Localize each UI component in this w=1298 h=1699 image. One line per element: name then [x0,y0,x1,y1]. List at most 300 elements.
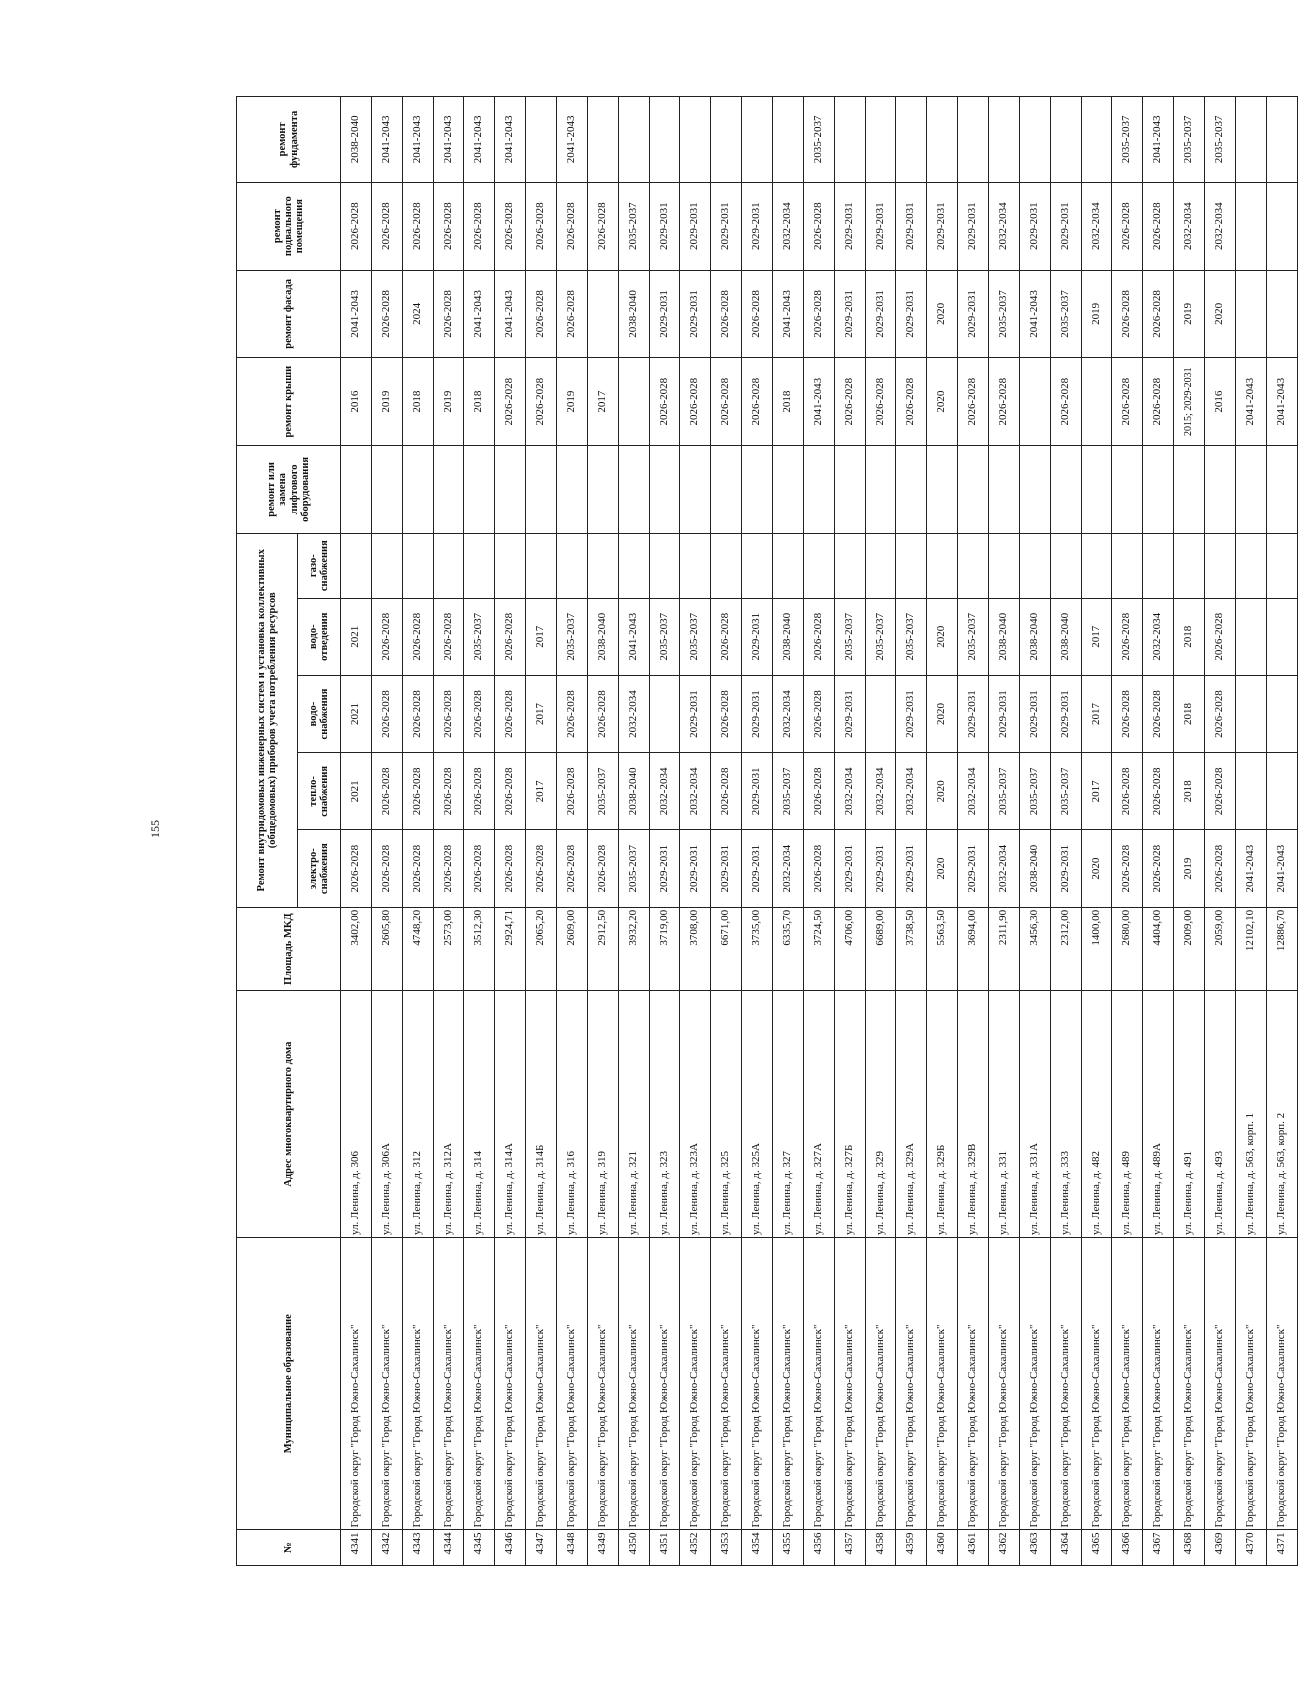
cell-electric: 2041-2043 [1235,830,1266,907]
cell-num: 4365 [1081,1530,1112,1566]
cell-area: 3402,00 [341,907,372,991]
cell-mo: Городской округ "Город Южно-Сахалинск" [896,1237,927,1530]
cell-foundation [834,97,865,183]
cell-facade: 2029-2031 [834,270,865,358]
cell-roof [1019,358,1050,446]
cell-elevator [526,446,557,534]
table-row [834,97,865,1566]
cell-basement: 2029-2031 [649,182,680,270]
table-body [341,97,1298,1566]
cell-sewer: 2035-2037 [680,598,711,675]
cell-basement: 2026-2028 [402,182,433,270]
cell-water: 2021 [341,675,372,752]
cell-elevator [464,446,495,534]
cell-sewer: 2021 [341,598,372,675]
cell-water: 2026-2028 [1205,675,1236,752]
cell-foundation [680,97,711,183]
cell-foundation [989,97,1020,183]
cell-foundation [649,97,680,183]
cell-roof: 2026-2028 [896,358,927,446]
cell-roof: 2026-2028 [989,358,1020,446]
cell-area: 2573,00 [433,907,464,991]
table-row [711,97,742,1566]
cell-water: 2029-2031 [1050,675,1081,752]
cell-gas [526,533,557,598]
col-sewer-header: водо-отведения [298,598,341,675]
cell-foundation [618,97,649,183]
cell-facade: 2038-2040 [618,270,649,358]
cell-basement: 2035-2037 [618,182,649,270]
cell-water: 2026-2028 [557,675,588,752]
cell-basement: 2029-2031 [865,182,896,270]
cell-gas [1205,533,1236,598]
cell-num: 4354 [742,1530,773,1566]
cell-facade [1235,270,1266,358]
cell-facade: 2026-2028 [1112,270,1143,358]
cell-heat: 2026-2028 [557,753,588,830]
table-row [1143,97,1174,1566]
cell-mo: Городской округ "Город Южно-Сахалинск" [526,1237,557,1530]
cell-water [1235,675,1266,752]
col-foundation-header: ремонт фундамента [237,97,341,183]
cell-roof: 2026-2028 [1050,358,1081,446]
cell-sewer: 2038-2040 [773,598,804,675]
cell-gas [1050,533,1081,598]
cell-sewer: 2017 [526,598,557,675]
cell-num: 4341 [341,1530,372,1566]
cell-gas [1081,533,1112,598]
cell-sewer: 2026-2028 [402,598,433,675]
cell-num: 4352 [680,1530,711,1566]
cell-foundation: 2035-2037 [803,97,834,183]
cell-num: 4353 [711,1530,742,1566]
cell-address: ул. Ленина, д. 306 [341,991,372,1238]
cell-foundation [927,97,958,183]
col-facade-header: ремонт фасада [237,270,341,358]
cell-gas [587,533,618,598]
cell-sewer: 2041-2043 [618,598,649,675]
header-row-1 [237,97,298,1566]
cell-roof: 2026-2028 [495,358,526,446]
cell-electric: 2026-2028 [1112,830,1143,907]
cell-roof: 2026-2028 [711,358,742,446]
cell-facade: 2041-2043 [495,270,526,358]
engineering-systems-header: Ремонт внутридомовых инженерных систем и установка коллективных (общедомовых) приборов учета потребления ресурсов [237,533,298,907]
cell-sewer: 2026-2028 [1112,598,1143,675]
cell-electric: 2026-2028 [402,830,433,907]
cell-facade: 2029-2031 [649,270,680,358]
cell-heat: 2035-2037 [1019,753,1050,830]
cell-elevator [834,446,865,534]
cell-water: 2018 [1174,675,1205,752]
cell-area: 2311,90 [989,907,1020,991]
cell-facade: 2041-2043 [1019,270,1050,358]
cell-facade: 2041-2043 [341,270,372,358]
cell-mo: Городской округ "Город Южно-Сахалинск" [433,1237,464,1530]
cell-address: ул. Ленина, д. 323А [680,991,711,1238]
cell-water: 2029-2031 [896,675,927,752]
cell-foundation: 2041-2043 [464,97,495,183]
cell-roof: 2016 [341,358,372,446]
cell-num: 4369 [1205,1530,1236,1566]
cell-basement: 2029-2031 [927,182,958,270]
cell-electric: 2035-2037 [618,830,649,907]
cell-gas [557,533,588,598]
cell-facade: 2026-2028 [371,270,402,358]
cell-num: 4344 [433,1530,464,1566]
table-row [1266,97,1297,1566]
cell-basement: 2029-2031 [1019,182,1050,270]
cell-address: ул. Ленина, д. 329А [896,991,927,1238]
cell-electric: 2029-2031 [742,830,773,907]
cell-electric: 2029-2031 [680,830,711,907]
cell-mo: Городской округ "Город Южно-Сахалинск" [649,1237,680,1530]
cell-sewer: 2035-2037 [865,598,896,675]
cell-basement: 2026-2028 [526,182,557,270]
cell-address: ул. Ленина, д. 321 [618,991,649,1238]
cell-area: 1400,00 [1081,907,1112,991]
cell-num: 4342 [371,1530,402,1566]
cell-num: 4364 [1050,1530,1081,1566]
cell-electric: 2026-2028 [495,830,526,907]
cell-heat: 2032-2034 [958,753,989,830]
cell-gas [927,533,958,598]
cell-heat: 2020 [927,753,958,830]
table-row [1174,97,1205,1566]
cell-area: 5563,50 [927,907,958,991]
cell-facade: 2029-2031 [865,270,896,358]
table-row [742,97,773,1566]
cell-elevator [896,446,927,534]
col-electric-header: электро-снабжения [298,830,341,907]
cell-address: ул. Ленина, д. 489А [1143,991,1174,1238]
cell-roof: 2019 [433,358,464,446]
cell-elevator [1266,446,1297,534]
cell-num: 4348 [557,1530,588,1566]
cell-mo: Городской округ "Город Южно-Сахалинск" [402,1237,433,1530]
cell-elevator [495,446,526,534]
cell-mo: Городской округ "Город Южно-Сахалинск" [773,1237,804,1530]
cell-area: 3932,20 [618,907,649,991]
cell-foundation [773,97,804,183]
cell-mo: Городской округ "Город Южно-Сахалинск" [927,1237,958,1530]
col-num-header: № [237,1530,341,1566]
cell-address: ул. Ленина, д. 327А [803,991,834,1238]
cell-heat: 2026-2028 [495,753,526,830]
cell-gas [371,533,402,598]
cell-electric: 2029-2031 [1050,830,1081,907]
cell-area: 3735,00 [742,907,773,991]
cell-basement: 2029-2031 [896,182,927,270]
cell-foundation: 2041-2043 [1143,97,1174,183]
cell-roof: 2019 [557,358,588,446]
cell-sewer: 2035-2037 [464,598,495,675]
cell-elevator [402,446,433,534]
cell-num: 4362 [989,1530,1020,1566]
cell-area: 6335,70 [773,907,804,991]
cell-heat: 2035-2037 [587,753,618,830]
cell-roof: 2026-2028 [649,358,680,446]
cell-electric: 2026-2028 [433,830,464,907]
col-heat-header: тепло-снабжения [298,753,341,830]
cell-num: 4343 [402,1530,433,1566]
cell-electric: 2020 [1081,830,1112,907]
cell-heat: 2032-2034 [680,753,711,830]
cell-foundation [742,97,773,183]
cell-basement: 2026-2028 [1143,182,1174,270]
col-elevator-header: ремонт или замена лифтового оборудования [237,446,341,534]
cell-sewer: 2026-2028 [433,598,464,675]
cell-electric: 2038-2040 [1019,830,1050,907]
cell-roof [618,358,649,446]
cell-water: 2026-2028 [711,675,742,752]
cell-gas [834,533,865,598]
cell-foundation [587,97,618,183]
cell-facade: 2041-2043 [773,270,804,358]
cell-area: 3719,00 [649,907,680,991]
cell-roof: 2020 [927,358,958,446]
table-row [989,97,1020,1566]
cell-address: ул. Ленина, д. 314 [464,991,495,1238]
cell-roof: 2016 [1205,358,1236,446]
cell-facade: 2041-2043 [464,270,495,358]
cell-electric: 2029-2031 [834,830,865,907]
cell-heat: 2035-2037 [773,753,804,830]
cell-foundation: 2038-2040 [341,97,372,183]
cell-basement: 2032-2034 [1174,182,1205,270]
cell-area: 3694,00 [958,907,989,991]
cell-mo: Городской округ "Город Южно-Сахалинск" [1235,1237,1266,1530]
cell-area: 6671,00 [711,907,742,991]
cell-heat: 2017 [1081,753,1112,830]
cell-heat: 2038-2040 [618,753,649,830]
cell-basement: 2026-2028 [587,182,618,270]
cell-heat: 2026-2028 [371,753,402,830]
cell-gas [433,533,464,598]
cell-address: ул. Ленина, д. 563, корп. 1 [1235,991,1266,1238]
cell-water: 2029-2031 [958,675,989,752]
cell-foundation [526,97,557,183]
cell-address: ул. Ленина, д. 327Б [834,991,865,1238]
cell-foundation [865,97,896,183]
cell-sewer: 2026-2028 [711,598,742,675]
table-row [433,97,464,1566]
cell-water [1266,675,1297,752]
cell-gas [464,533,495,598]
cell-num: 4367 [1143,1530,1174,1566]
cell-foundation: 2035-2037 [1112,97,1143,183]
cell-sewer [1235,598,1266,675]
cell-elevator [341,446,372,534]
cell-roof: 2018 [402,358,433,446]
cell-address: ул. Ленина, д. 314Б [526,991,557,1238]
cell-elevator [1081,446,1112,534]
cell-water: 2026-2028 [1143,675,1174,752]
table-row [1081,97,1112,1566]
cell-mo: Городской округ "Город Южно-Сахалинск" [834,1237,865,1530]
cell-roof: 2026-2028 [958,358,989,446]
cell-facade: 2026-2028 [1143,270,1174,358]
cell-num: 4351 [649,1530,680,1566]
cell-foundation [1081,97,1112,183]
cell-mo: Городской округ "Город Южно-Сахалинск" [742,1237,773,1530]
rotated-table-container [236,96,1298,1566]
cell-basement [1235,182,1266,270]
cell-sewer: 2035-2037 [649,598,680,675]
cell-mo: Городской округ "Город Южно-Сахалинск" [618,1237,649,1530]
cell-gas [865,533,896,598]
cell-roof: 2026-2028 [742,358,773,446]
col-municipality-header: Муниципальное образование [237,1237,341,1530]
cell-roof: 2026-2028 [526,358,557,446]
table-row [495,97,526,1566]
cell-mo: Городской округ "Город Южно-Сахалинск" [958,1237,989,1530]
cell-mo: Городской округ "Город Южно-Сахалинск" [1112,1237,1143,1530]
cell-water: 2032-2034 [773,675,804,752]
cell-water [649,675,680,752]
cell-facade: 2019 [1174,270,1205,358]
cell-water: 2026-2028 [433,675,464,752]
cell-facade: 2035-2037 [1050,270,1081,358]
cell-num: 4370 [1235,1530,1266,1566]
cell-heat: 2026-2028 [1112,753,1143,830]
cell-area: 3724,50 [803,907,834,991]
cell-mo: Городской округ "Город Южно-Сахалинск" [341,1237,372,1530]
cell-area: 2065,20 [526,907,557,991]
cell-basement: 2026-2028 [341,182,372,270]
cell-address: ул. Ленина, д. 491 [1174,991,1205,1238]
cell-area: 2605,80 [371,907,402,991]
cell-roof: 2017 [587,358,618,446]
cell-area: 3738,50 [896,907,927,991]
cell-electric: 2029-2031 [711,830,742,907]
col-basement-header: ремонт подвального помещения [237,182,341,270]
cell-basement: 2026-2028 [803,182,834,270]
cell-gas [896,533,927,598]
cell-basement: 2026-2028 [464,182,495,270]
cell-foundation [1019,97,1050,183]
cell-num: 4347 [526,1530,557,1566]
cell-roof: 2015; 2029-2031 [1174,358,1205,446]
cell-heat: 2026-2028 [803,753,834,830]
cell-heat: 2035-2037 [1050,753,1081,830]
cell-foundation [1235,97,1266,183]
cell-gas [495,533,526,598]
cell-facade [1266,270,1297,358]
cell-area: 3456,30 [1019,907,1050,991]
cell-elevator [557,446,588,534]
cell-num: 4357 [834,1530,865,1566]
cell-num: 4346 [495,1530,526,1566]
cell-basement: 2026-2028 [557,182,588,270]
cell-foundation [711,97,742,183]
cell-heat: 2032-2034 [865,753,896,830]
cell-electric: 2029-2031 [896,830,927,907]
cell-area: 2924,71 [495,907,526,991]
cell-address: ул. Ленина, д. 325А [742,991,773,1238]
table-row [865,97,896,1566]
cell-mo: Городской округ "Город Южно-Сахалинск" [1050,1237,1081,1530]
col-gas-header: газо-снабжения [298,533,341,598]
table-row [803,97,834,1566]
cell-gas [1174,533,1205,598]
cell-roof [1081,358,1112,446]
table-row [773,97,804,1566]
cell-address: ул. Ленина, д. 316 [557,991,588,1238]
cell-heat: 2026-2028 [1143,753,1174,830]
cell-sewer: 2038-2040 [587,598,618,675]
cell-mo: Городской округ "Город Южно-Сахалинск" [803,1237,834,1530]
cell-gas [649,533,680,598]
cell-electric: 2026-2028 [371,830,402,907]
cell-num: 4361 [958,1530,989,1566]
cell-elevator [1205,446,1236,534]
cell-area: 2009,00 [1174,907,1205,991]
cell-elevator [433,446,464,534]
cell-elevator [958,446,989,534]
cell-water: 2026-2028 [495,675,526,752]
cell-address: ул. Ленина, д. 314А [495,991,526,1238]
cell-num: 4371 [1266,1530,1297,1566]
cell-address: ул. Ленина, д. 329 [865,991,896,1238]
cell-elevator [742,446,773,534]
cell-water: 2026-2028 [803,675,834,752]
cell-elevator [1112,446,1143,534]
cell-gas [680,533,711,598]
cell-heat: 2029-2031 [742,753,773,830]
cell-elevator [680,446,711,534]
cell-address: ул. Ленина, д. 323 [649,991,680,1238]
cell-electric: 2029-2031 [865,830,896,907]
cell-gas [1019,533,1050,598]
cell-roof: 2026-2028 [865,358,896,446]
cell-foundation: 2041-2043 [371,97,402,183]
cell-elevator [803,446,834,534]
cell-water [865,675,896,752]
cell-foundation: 2041-2043 [557,97,588,183]
cell-elevator [649,446,680,534]
cell-roof: 2041-2043 [1266,358,1297,446]
cell-electric: 2026-2028 [1143,830,1174,907]
cell-water: 2026-2028 [464,675,495,752]
cell-address: ул. Ленина, д. 327 [773,991,804,1238]
cell-basement: 2026-2028 [495,182,526,270]
cell-sewer: 2035-2037 [896,598,927,675]
table-row [1112,97,1143,1566]
cell-basement: 2032-2034 [773,182,804,270]
cell-sewer: 2026-2028 [803,598,834,675]
cell-sewer: 2029-2031 [742,598,773,675]
cell-electric: 2032-2034 [989,830,1020,907]
cell-electric: 2026-2028 [464,830,495,907]
cell-num: 4360 [927,1530,958,1566]
cell-elevator [711,446,742,534]
cell-area: 2609,00 [557,907,588,991]
cell-basement: 2029-2031 [834,182,865,270]
table-row [958,97,989,1566]
cell-sewer: 2038-2040 [989,598,1020,675]
cell-gas [711,533,742,598]
cell-gas [803,533,834,598]
cell-num: 4345 [464,1530,495,1566]
cell-sewer: 2026-2028 [371,598,402,675]
cell-electric: 2032-2034 [773,830,804,907]
cell-heat: 2026-2028 [464,753,495,830]
cell-mo: Городской округ "Город Южно-Сахалинск" [1266,1237,1297,1530]
cell-electric: 2029-2031 [958,830,989,907]
cell-mo: Городской округ "Город Южно-Сахалинск" [1081,1237,1112,1530]
cell-sewer: 2035-2037 [834,598,865,675]
